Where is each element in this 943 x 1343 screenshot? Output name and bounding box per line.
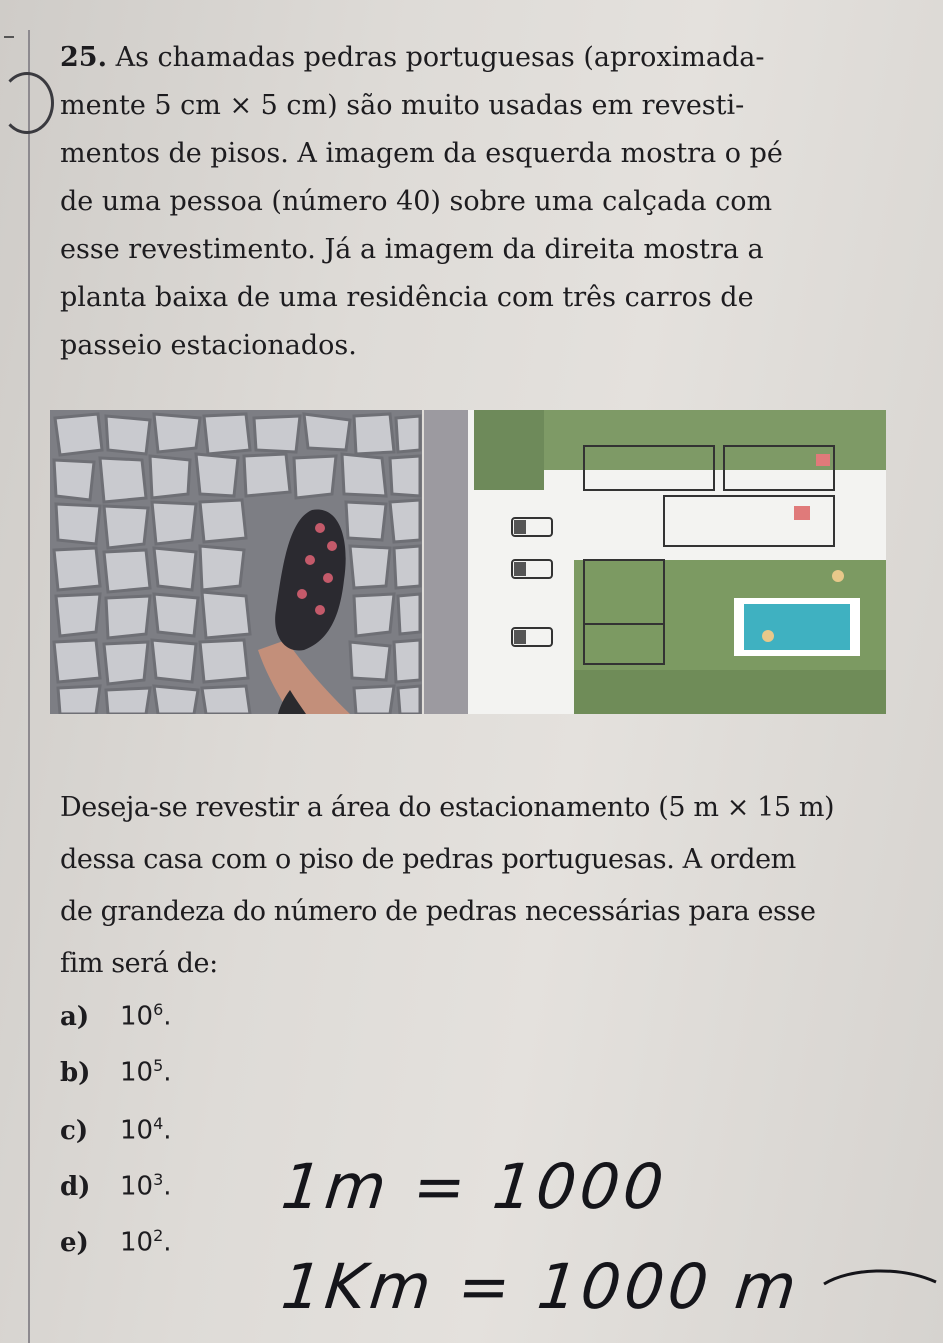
floor-plan-drawing [424,410,886,714]
option-c[interactable]: c) $10^4$. [60,1114,172,1146]
intro-line-7: passeio estacionados. [60,330,357,361]
floor-plan-residence [424,410,886,714]
option-c-label: c) [60,1115,89,1146]
body-line-3: de grandeza do número de pedras necessárias para esse [60,896,816,927]
option-d-label: d) [60,1171,91,1202]
handwritten-note-1: 1m = 1000 [278,1150,671,1223]
notebook-margin-line [28,30,30,1343]
option-d[interactable]: d) $10^3$. [60,1170,172,1202]
question-intro [60,34,880,370]
intro-line-5: esse revestimento. Já a imagem da direita mostra a [60,234,764,265]
body-line-1: Deseja-se revestir a área do estacionamento (5 m × 15 m) [60,792,835,823]
figure-pair [50,410,886,714]
intro-line-3: mentos de pisos. A imagem da esquerda mostra o pé [60,138,783,169]
intro-line-6: planta baixa de uma residência com três carros de [60,282,754,313]
intro-line-4: de uma pessoa (número 40) sobre uma calçada com [60,186,773,217]
notebook-ring-icon [0,72,54,134]
option-e-label: e) [60,1227,89,1258]
option-b-label: b) [60,1057,91,1088]
option-a[interactable]: a) $10^6$. [60,1000,172,1032]
margin-mark [4,36,14,38]
handwritten-stroke [820,1262,940,1292]
option-e[interactable]: e) $10^2$. [60,1226,172,1258]
option-b[interactable]: b) $10^5$. [60,1056,172,1088]
photo-foot-on-portuguese-pavement [50,410,422,714]
body-line-4: fim será de: [60,948,218,979]
intro-line-2: mente 5 cm × 5 cm) são muito usadas em revesti- [60,90,745,121]
pavement-photo-drawing [50,410,422,714]
intro-line-1: 25. As chamadas pedras portuguesas (aproximada- [60,42,765,73]
question-body [60,782,880,990]
handwritten-note-2: 1Km = 1000 m [278,1250,804,1323]
body-line-2: dessa casa com o piso de pedras portuguesas. A ordem [60,844,796,875]
option-a-label: a) [60,1001,90,1032]
question-number: 25. [60,42,107,73]
